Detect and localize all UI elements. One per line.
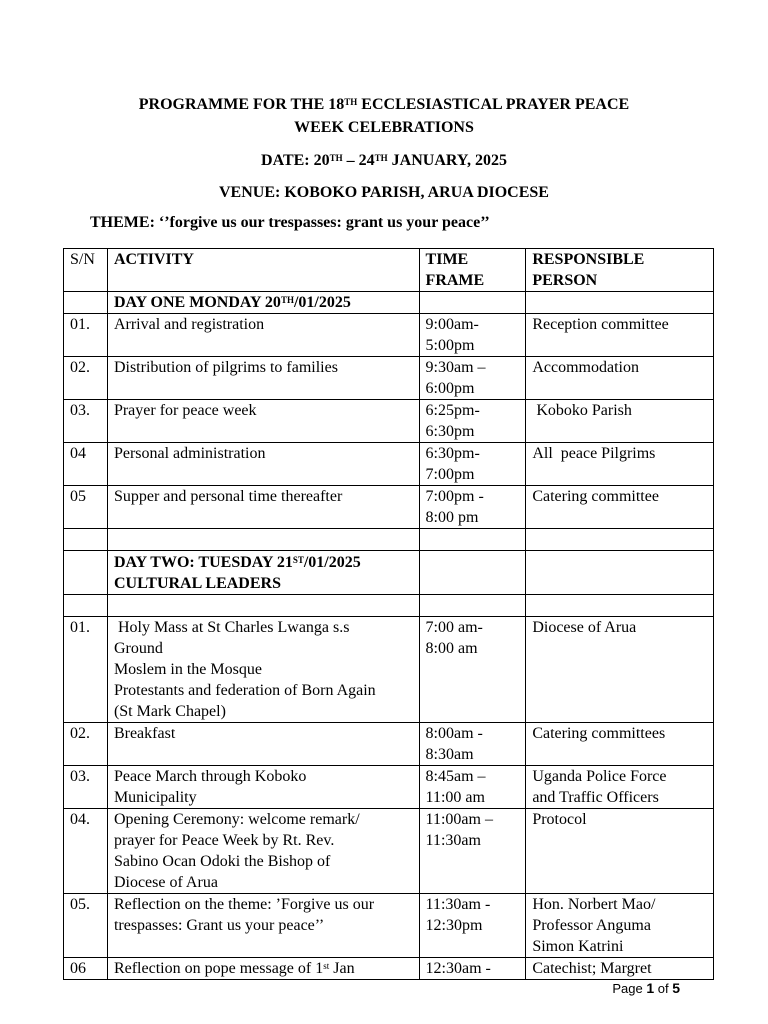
row-responsible: Protocol [526, 809, 714, 894]
empty-cell [107, 595, 419, 617]
time-start: 8:00am - [425, 725, 483, 742]
responsible-line: and Traffic Officers [532, 789, 659, 806]
activity-line: Sabino Ocan Odoki the Bishop of [113, 853, 331, 870]
row-responsible: All peace Pilgrims [526, 443, 714, 486]
programme-table [63, 248, 714, 980]
row-sn: 01. [64, 314, 108, 357]
empty-cell [419, 529, 526, 551]
row-time [419, 443, 526, 486]
activity-line: (St Mark Chapel) [113, 703, 226, 720]
time-end: 11:00 am [425, 789, 485, 806]
row-responsible: Catechist; Margret [526, 958, 714, 980]
time-end: 5:00pm [425, 337, 475, 354]
empty-cell [64, 551, 108, 595]
row-responsible: Reception committee [526, 314, 714, 357]
row-sn: 04 [64, 443, 108, 486]
row-time [419, 766, 526, 809]
day-one-row [64, 292, 714, 314]
row-time [419, 809, 526, 894]
time-end: 8:00 am [425, 640, 478, 657]
row-time [419, 314, 526, 357]
time-end: 7:00pm [425, 466, 475, 483]
date-text-mid: – 24 [342, 152, 375, 169]
row-sn: 06 [64, 958, 108, 980]
row-sn: 01. [64, 617, 108, 723]
empty-cell [526, 292, 714, 314]
title-text-cont: ECCLESIASTICAL PRAYER PEACE [357, 96, 630, 113]
empty-cell [419, 551, 526, 595]
header-resp-l2: PERSON [532, 272, 598, 289]
activity-line: Municipality [113, 789, 197, 806]
time-start: 7:00pm - [425, 488, 484, 505]
time-end: 6:30pm [425, 423, 475, 440]
activity-line: Holy Mass at St Charles Lwanga s.s [113, 619, 350, 636]
of-word: of [654, 981, 673, 996]
row-responsible: Diocese of Arua [526, 617, 714, 723]
empty-cell [526, 529, 714, 551]
header-time-frame [419, 249, 526, 292]
day-two-date: /01/2025 [303, 554, 361, 571]
activity-line: Reflection on the theme: ’Forgive us our [113, 896, 375, 913]
row-sn: 05. [64, 894, 108, 958]
row-responsible [526, 766, 714, 809]
row-activity: Prayer for peace week [107, 400, 419, 443]
date-text-end: JANUARY, 2025 [387, 152, 507, 169]
row-activity: Personal administration [107, 443, 419, 486]
row-activity: Arrival and registration [107, 314, 419, 357]
table-row [64, 958, 714, 980]
date-sup-1: TH [329, 153, 343, 163]
empty-cell [419, 292, 526, 314]
venue-line: VENUE: KOBOKO PARISH, ARUA DIOCESE [219, 184, 549, 201]
table-row [64, 443, 714, 486]
activity-line: prayer for Peace Week by Rt. Rev. [113, 832, 335, 849]
empty-cell [64, 595, 108, 617]
row-sn: 03. [64, 400, 108, 443]
day-two-line-2: CULTURAL LEADERS [113, 575, 281, 592]
theme-line: THEME: ‘’forgive us our trespasses: grant us your peace’’ [90, 214, 490, 231]
activity-line: Diocese of Arua [113, 874, 218, 891]
row-activity: Distribution of pilgrims to families [107, 357, 419, 400]
row-sn: 03. [64, 766, 108, 809]
spacer-row [64, 529, 714, 551]
row-sn: 05 [64, 486, 108, 529]
date-sup-2: TH [374, 153, 388, 163]
day-one-sup: TH [280, 295, 294, 305]
table-header-row [64, 249, 714, 292]
responsible-line: Professor Anguma [532, 917, 651, 934]
header-activity: ACTIVITY [107, 249, 419, 292]
time-end: 8:00 pm [425, 509, 479, 526]
day-two-sup: ST [292, 555, 304, 565]
table-row [64, 617, 714, 723]
header-sn: S/N [64, 249, 108, 292]
document-title [60, 93, 708, 139]
day-two-line-1 [114, 552, 413, 573]
responsible-line: Hon. Norbert Mao/ [532, 896, 656, 913]
table-row [64, 357, 714, 400]
day-two-text: DAY TWO: TUESDAY 21 [113, 554, 293, 571]
row-sn: 02. [64, 723, 108, 766]
empty-cell [64, 292, 108, 314]
day-two-heading [107, 551, 419, 595]
day-one-text: DAY ONE MONDAY 20 [113, 294, 281, 311]
row-time [419, 723, 526, 766]
table-row [64, 766, 714, 809]
table-row [64, 314, 714, 357]
row-time [419, 357, 526, 400]
date-line [60, 149, 708, 172]
spacer-row [64, 595, 714, 617]
activity-text-end: Jan [329, 960, 355, 977]
title-superscript: TH [344, 97, 358, 107]
time-end: 12:30pm [425, 917, 483, 934]
activity-text: Reflection on pope message of 1 [113, 960, 324, 977]
row-responsible: Accommodation [526, 357, 714, 400]
page-word: Page [612, 981, 647, 996]
row-time [419, 486, 526, 529]
table-row [64, 400, 714, 443]
row-activity: Breakfast [107, 723, 419, 766]
empty-cell [64, 529, 108, 551]
activity-line: Peace March through Koboko [113, 768, 307, 785]
empty-cell [526, 551, 714, 595]
row-sn: 04. [64, 809, 108, 894]
time-start: 8:45am – [425, 768, 486, 785]
row-time: 12:30am - [419, 958, 526, 980]
row-responsible: Catering committees [526, 723, 714, 766]
page-number [612, 980, 680, 996]
activity-line: Opening Ceremony: welcome remark/ [113, 811, 360, 828]
empty-cell [419, 595, 526, 617]
time-start: 11:30am - [425, 896, 491, 913]
row-responsible [526, 894, 714, 958]
time-start: 7:00 am- [425, 619, 483, 636]
table-row [64, 894, 714, 958]
table-row [64, 486, 714, 529]
responsible-line: Simon Katrini [532, 938, 624, 955]
row-time [419, 617, 526, 723]
time-start: 6:25pm- [425, 402, 480, 419]
time-start: 9:00am- [425, 316, 479, 333]
page-total: 5 [672, 980, 680, 996]
row-activity [107, 766, 419, 809]
row-activity: Supper and personal time thereafter [107, 486, 419, 529]
activity-line: Protestants and federation of Born Again [113, 682, 376, 699]
day-two-row [64, 551, 714, 595]
row-time [419, 400, 526, 443]
row-activity [107, 894, 419, 958]
responsible-line: Uganda Police Force [532, 768, 667, 785]
time-end: 6:00pm [425, 380, 475, 397]
page-current: 1 [646, 980, 655, 996]
row-responsible: Catering committee [526, 486, 714, 529]
title-line-2: WEEK CELEBRATIONS [294, 119, 474, 136]
title-text: PROGRAMME FOR THE 18 [138, 96, 345, 113]
time-start: 9:30am – [425, 359, 486, 376]
table-row [64, 723, 714, 766]
table-row [64, 809, 714, 894]
date-text: DATE: 20 [261, 152, 330, 169]
header-responsible [526, 249, 714, 292]
empty-cell [107, 529, 419, 551]
header-time-l1: TIME [425, 251, 469, 268]
row-activity [107, 958, 419, 980]
row-activity [107, 617, 419, 723]
row-responsible: Koboko Parish [526, 400, 714, 443]
day-one-date: /01/2025 [293, 294, 351, 311]
time-start: 6:30pm- [425, 445, 480, 462]
time-end: 8:30am [425, 746, 474, 763]
activity-line: Moslem in the Mosque [113, 661, 262, 678]
activity-line: Ground [113, 640, 163, 657]
activity-sup: st [323, 961, 330, 971]
row-activity [107, 809, 419, 894]
header-time-l2: FRAME [425, 272, 485, 289]
row-sn: 02. [64, 357, 108, 400]
header-resp-l1: RESPONSIBLE [532, 251, 645, 268]
time-end: 11:30am [425, 832, 481, 849]
day-one-heading [107, 292, 419, 314]
time-start: 11:00am – [425, 811, 493, 828]
activity-line: trespasses: Grant us your peace’’ [113, 917, 325, 934]
empty-cell [526, 595, 714, 617]
row-time [419, 894, 526, 958]
